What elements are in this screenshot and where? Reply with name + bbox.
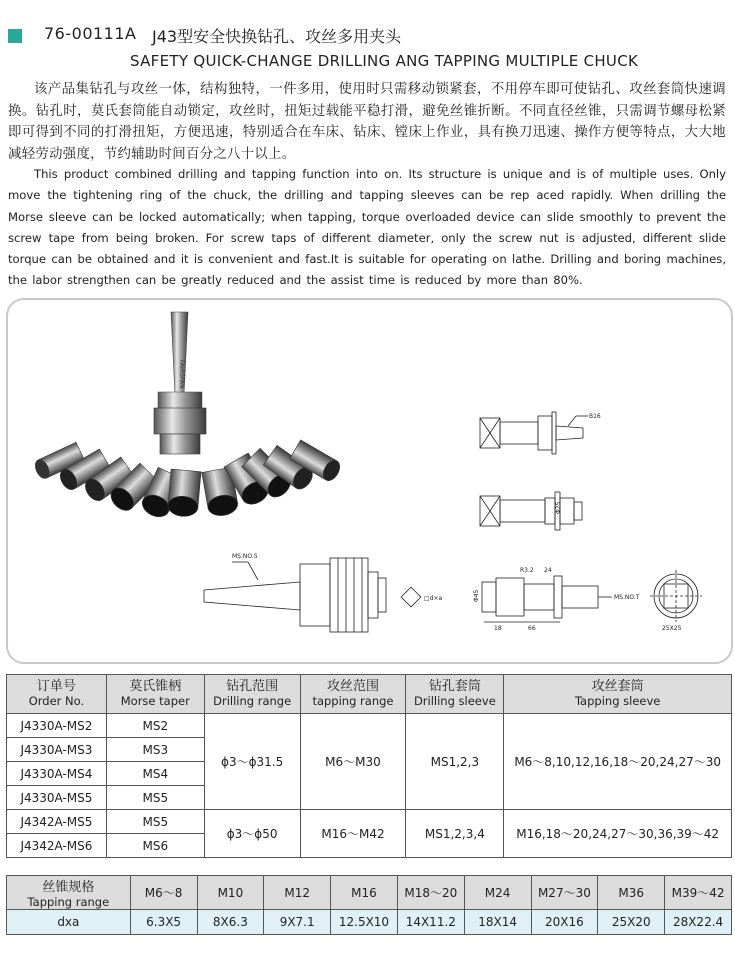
th-order: 订单号 Order No. [7,675,107,714]
morse-taper: MS4 [106,762,204,786]
tap-size: M24 [464,876,531,910]
th-drill-sleeve: 钻孔套筒 Drilling sleeve [406,675,504,714]
dim-dxa: □d×a [424,595,443,602]
dxa-label: dxa [7,910,131,935]
tap-size: M12 [264,876,331,910]
order-no: J4342A-MS5 [7,810,107,834]
header-square-icon [8,29,22,43]
title-cn: J43型安全快换钻孔、攻丝多用夹头 [152,27,402,46]
drilling-sleeve: MS1,2,3 [406,714,504,810]
tap-size-label: 丝锥规格 Tapping range [7,876,131,910]
tapping-range: M16～M42 [300,810,406,858]
dxa-value: 25X20 [598,910,665,935]
dim-25x25: 25X25 [662,625,682,632]
description-cn: 该产品集钻孔与攻丝一体，结构独特，一件多用，使用时只需移动锁紧套，不用停车即可使钻孔、攻丝套筒快速调换。钻孔时，莫氏套筒能自动锁定，攻丝时，扭矩过载能平稳打滑，避免丝锥折断。不同直径丝锥，只需调节螺母松紧即可得到不同的打滑扭矩，方便迅速，特别适合在车床、钻床、镗床上作业，具有换刀迅速、操作方便等特点，大大地减轻劳动强度，节约辅助时间百分之八十以上。 [8,82,726,162]
th-tapping: 攻丝范围 tapping range [300,675,406,714]
tap-size-header-row [7,876,732,910]
dim-b16: B16 [589,413,601,420]
drilling-sleeve: MS1,2,3,4 [406,810,504,858]
tapping-range: M6～M30 [300,714,406,810]
order-no: J4330A-MS3 [7,738,107,762]
dxa-value: 8X6.3 [197,910,264,935]
dxa-value: 9X7.1 [264,910,331,935]
dxa-value: 18X14 [464,910,531,935]
dim-d25: Φ25 [555,501,562,514]
tap-size: M10 [197,876,264,910]
dxa-value: 14X11.2 [397,910,464,935]
table-row [7,810,732,834]
dxa-value: 12.5X10 [331,910,398,935]
order-no: J4330A-MS5 [7,786,107,810]
tap-size: M27～30 [531,876,598,910]
drilling-range: ϕ3～ϕ31.5 [204,714,300,810]
tap-size: M39～42 [665,876,732,910]
order-no: J4342A-MS6 [7,834,107,858]
tap-section-drawing [473,567,640,632]
order-table-header [7,675,732,714]
dim-r: R3.2 [520,567,534,574]
dim-ms-left: MS.NO.5 [232,553,258,560]
tap-size: M36 [598,876,665,910]
tapping-sleeve: M16,18～20,24,27～30,36,39～42 [504,810,732,858]
morse-taper: MS3 [106,738,204,762]
order-no: J4330A-MS2 [7,714,107,738]
th-morse: 莫氏锥柄 Morse taper [106,675,204,714]
morse-taper: MS2 [106,714,204,738]
tap-size: M6～8 [130,876,197,910]
table-row [7,714,732,738]
tap-sleeve-drawing [480,492,582,530]
dim-d45: Φ45 [473,589,480,602]
th-tap-sleeve: 攻丝套筒 Tapping sleeve [504,675,732,714]
tap-size-table [6,875,732,935]
th-drilling: 钻孔范围 Drilling range [204,675,300,714]
product-figure [6,298,733,664]
product-code: 76-00111A [44,24,137,43]
dim-66: 66 [528,625,536,632]
morse-taper: MS5 [106,810,204,834]
order-table [6,674,732,858]
drilling-range: ϕ3～ϕ50 [204,810,300,858]
dim-24: 24 [544,567,552,574]
chuck-drawing [204,553,443,632]
dim-ms-right: MS.NO.T [614,594,640,601]
product-drawing [8,300,731,662]
morse-taper: MS5 [106,786,204,810]
dxa-value: 20X16 [531,910,598,935]
dxa-value: 28X22.4 [665,910,732,935]
tapping-sleeve: M6～8,10,12,16,18～20,24,27～30 [504,714,732,810]
description-en: This product combined drilling and tapping function into on. Its structure is unique and is of multiple uses. Only move the tightening ring of the chuck, the drilling and tapping sleeves can be rep aced rapidly. When drilling the Morse sleeve can be locked automatically; when tapping, torque overloaded device can slide smoothly to prevent the screw tape from being broken. For screw taps of different diameter, only the screw nut is adjusted, different slide torque can be obtained and it is convenient and fast.It is suitable for operating on lathe. Drilling and boring machines, the labor strengthen can be greatly reduced and the assist time is reduced by more than 80%. [8,167,726,288]
dxa-value: 6.3X5 [130,910,197,935]
dim-18: 18 [494,625,502,632]
dxa-row [7,910,732,935]
body-label: FAIRSPAN [178,360,185,389]
title-en: SAFETY QUICK-CHANGE DRILLING ANG TAPPING MULTIPLE CHUCK [130,52,639,70]
chuck-photo [154,312,206,454]
tap-size: M18～20 [397,876,464,910]
end-view-drawing [650,570,702,632]
order-no: J4330A-MS4 [7,762,107,786]
tap-size: M16 [331,876,398,910]
morse-taper: MS6 [106,834,204,858]
drill-sleeve-drawing [480,412,601,454]
